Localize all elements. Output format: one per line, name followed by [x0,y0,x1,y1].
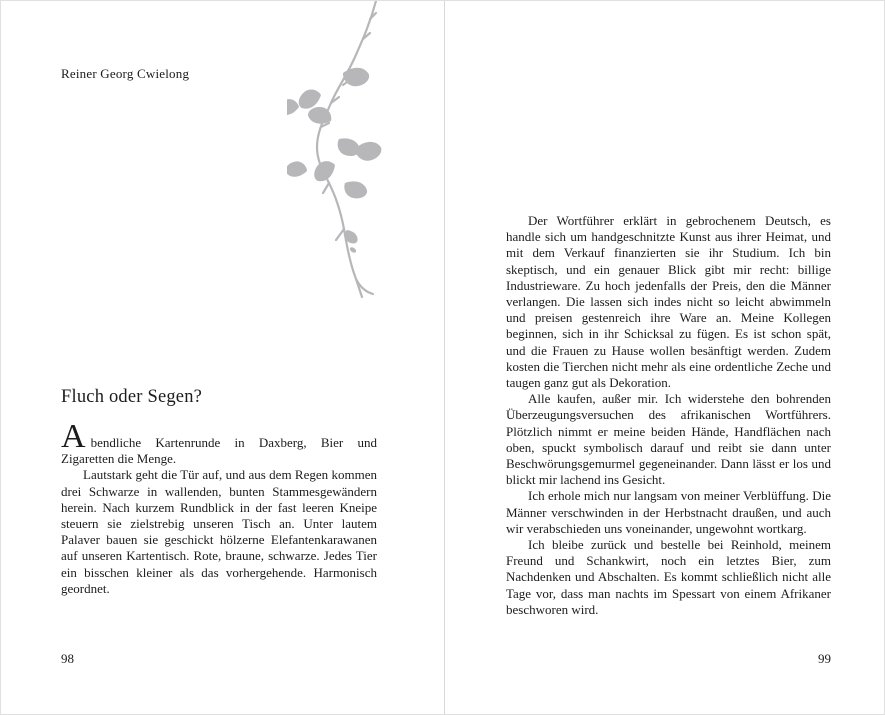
opening-paragraph [61,418,377,467]
right-page [445,1,885,715]
dropcap-initial: A [61,418,86,455]
page-number-right: 99 [818,651,831,666]
paragraph: Der Wortführer erklärt in gebrochenem Deutsch, es handle sich um handgeschnitzte Kunst aus ihrer Heimat, und mit dem Verkauf finanzierten sie ihr Studium. Ich bin skeptisch, und ein genauer Blick gibt mir recht: billige Industrieware. Zu hoch jedenfalls der Preis, den die Männer verlangen. Die lassen sich indes nicht so leicht abwimmeln und preisen gestenreich ihre Ware an. Meine Kollegen beginnen, sich in ihr Schicksal zu fügen. Es ist schon spät, und die Frauen zu Hause wollen besänftigt werden. Zudem kosten die Tierchen nicht mehr als eine ordentliche Zeche und taugen ganz gut als Dekoration. [506,213,831,391]
paragraph: Ich bleibe zurück und bestelle bei Reinhold, meinem Freund und Schankwirt, noch ein letztes Bier, zum Nachdenken und Abschalten. Es kommt schließlich nicht alle Tage vor, dass man nachts im Spessart von einem Afrikaner beschworen wird. [506,537,831,617]
paragraph: Ich erhole mich nur langsam von meiner Verblüffung. Die Männer verschwinden in der Herbstnacht draußen, und auch wir verabschieden uns voneinander, ungewohnt wortkarg. [506,488,831,536]
left-page-body [61,418,377,597]
paragraph: Alle kaufen, außer mir. Ich widerstehe den bohrenden Überzeugungsversuchen des afrikanischen Wortführers. Plötzlich nimmt er meine beiden Hände, Handflächen nach oben, spuckt symbolisch darauf und reibt sie dann unter Beschwörungsgemurmel gegeneinander. Dann lässt er los und blickt mir lachend ins Gesicht. [506,391,831,488]
birch-twig-illustration [287,0,397,301]
opening-paragraph-text: bendliche Kartenrunde in Daxberg, Bier und Zigaretten die Menge. [61,435,377,467]
page-number-left: 98 [61,651,74,666]
running-header-author: Reiner Georg Cwielong [61,66,190,81]
chapter-title: Fluch oder Segen? [61,387,203,407]
left-page [1,1,444,715]
paragraph: Lautstark geht die Tür auf, und aus dem Regen kommen drei Schwarze in wallenden, bunten Stammesgewändern herein. Nach kurzem Rundblick in der fast leeren Kneipe steuern sie zielstrebig unseren Tisch an. Unter lautem Palaver bauen sie geschickt hölzerne Elefantenkarawanen auf unseren Kartentisch. Rote, braune, schwarze. Jedes Tier ein bisschen kleiner als das vorhergehende. Harmonisch geordnet. [61,467,377,596]
right-page-body [506,213,831,618]
